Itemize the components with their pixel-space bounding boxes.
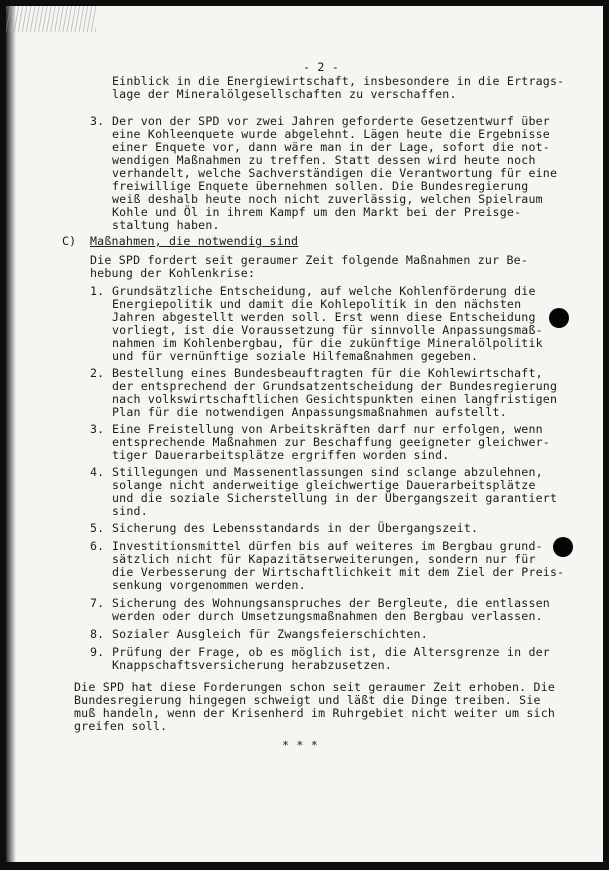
item-line: Sozialer Ausgleich für Zwangsfeierschichten. [112,627,428,641]
scan-edge [6,6,16,862]
item3-line: Kohle und Öl in ihrem Kampf um den Markt bei der Preisge- [112,205,522,219]
item-line: nahmen im Kohlenbergbau, für die zukünftige Mineralölpolitik [112,336,543,350]
punch-hole [549,308,569,328]
section-intro-line: Die SPD fordert seit geraumer Zeit folgende Maßnahmen zur Be- [90,253,528,267]
item-line: Bestellung eines Bundesbeauftragten für die Kohlewirtschaft, [112,366,543,380]
item-line: vorliegt, ist die Voraussetzung für sinnvolle Anpassungsmaß- [112,323,543,337]
item-line: nach volkswirtschaftlichen Gesichtspunkten einen langfristigen [112,392,558,406]
item3-line: Der von der SPD vor zwei Jahren geforderte Gesetzentwurf über [112,114,550,128]
item-line: Knappschaftsversicherung herabzusetzen. [112,658,393,672]
intro-line: Einblick in die Energiewirtschaft, insbesondere in die Ertrags- [112,74,565,88]
item-line: Jahren abgestellt werden soll. Erst wenn diese Entscheidung [112,310,536,324]
item-number: 2. [90,366,105,380]
item-line: Prüfung der Frage, ob es möglich ist, die Altersgrenze in der [112,645,550,659]
item-number: 1. [90,284,105,298]
item-line: Investitionsmittel dürfen bis auf weiteres im Bergbau grund- [112,539,543,553]
item-line: Eine Freistellung von Arbeitskräften darf nur erfolgen, wenn [112,422,543,436]
intro-line: lage der Mineralölgesellschaften zu verschaffen. [112,87,457,101]
item-line: werden oder durch Umsetzungsmaßnahmen den Bergbau verlassen. [112,609,543,623]
item-number: 5. [90,521,105,535]
item-line: entsprechende Maßnahmen zur Beschaffung geeigneter gleichwer- [112,435,550,449]
end-mark: * * * [282,738,318,752]
scan-corner-noise [6,6,96,32]
section-heading: Maßnahmen, die notwendig sind [90,234,299,248]
closing-line: muß handeln, wenn der Krisenherd im Ruhrgebiet nicht weiter um sich [74,706,556,720]
section-intro-line: hebung der Kohlenkrise: [90,266,256,280]
item-line: sätzlich nicht für Kapazitätserweiterungen, sondern nur für [112,552,536,566]
item3-line: wendigen Maßnahmen zu treffen. Statt dessen wird heute noch [112,153,536,167]
item-line: Stillegungen und Massenentlassungen sind sclange abzulehnen, [112,465,543,479]
item-number: 8. [90,627,105,641]
item-number: 3. [90,114,105,128]
item-line: die Verbesserung der Wirtschaftlichkeit mit dem Ziel der Preis- [112,565,565,579]
item-number: 4. [90,465,105,479]
closing-line: greifen soll. [74,719,168,733]
closing-line: Bundesregierung hingegen schweigt und läßt die Dinge treiben. Sie [74,693,541,707]
item-line: und für vernünftige soziale Hilfemaßnahmen gegeben. [112,349,479,363]
item3-line: staltung haben. [112,218,220,232]
item3-line: verhandelt, welche Sachverständigen die Verantwortung für eine [112,166,558,180]
item-line: Plan für die notwendigen Anpassungsmaßnahmen aufstellt. [112,405,507,419]
item-number: 3. [90,422,105,436]
item3-line: einer Enquete vor, dann wäre man in der Lage, sofort die not- [112,140,550,154]
item-line: und die soziale Sicherstellung in der Übergangszeit garantiert [112,491,558,505]
item-line: der entsprechend der Grundsatzentscheidung der Bundesregierung [112,379,558,393]
item-line: Sicherung des Wohnungsanspruches der Bergleute, die entlassen [112,596,550,610]
item-line: senkung vorgenommen werden. [112,578,306,592]
item-line: Grundsätzliche Entscheidung, auf welche Kohlenförderung die [112,284,536,298]
item-line: tiger Dauerarbeitsplätze ergriffen worden sind. [112,448,450,462]
item-number: 9. [90,645,105,659]
document-page [6,6,603,862]
section-letter: C) [62,234,77,248]
item-number: 6. [90,539,105,553]
item3-line: eine Kohleenquete wurde abgelehnt. Lägen heute die Ergebnisse [112,127,550,141]
item3-line: weiß deshalb heute noch nicht zuverlässig, welchen Spielraum [112,192,543,206]
item3-line: freiwillige Enquete übernehmen sollen. Die Bundesregierung [112,179,529,193]
page-number: - 2 - [303,60,339,74]
item-line: solange nicht anderweitige gleichwertige Dauerarbeitsplätze [112,478,536,492]
punch-hole [553,537,573,557]
item-number: 7. [90,596,105,610]
closing-line: Die SPD hat diese Forderungen schon seit geraumer Zeit erhoben. Die [74,680,556,694]
item-line: sind. [112,504,148,518]
item-line: Sicherung des Lebensstandards in der Übergangszeit. [112,521,479,535]
item-line: Energiepolitik und damit die Kohlepolitik in den nächsten [112,297,522,311]
